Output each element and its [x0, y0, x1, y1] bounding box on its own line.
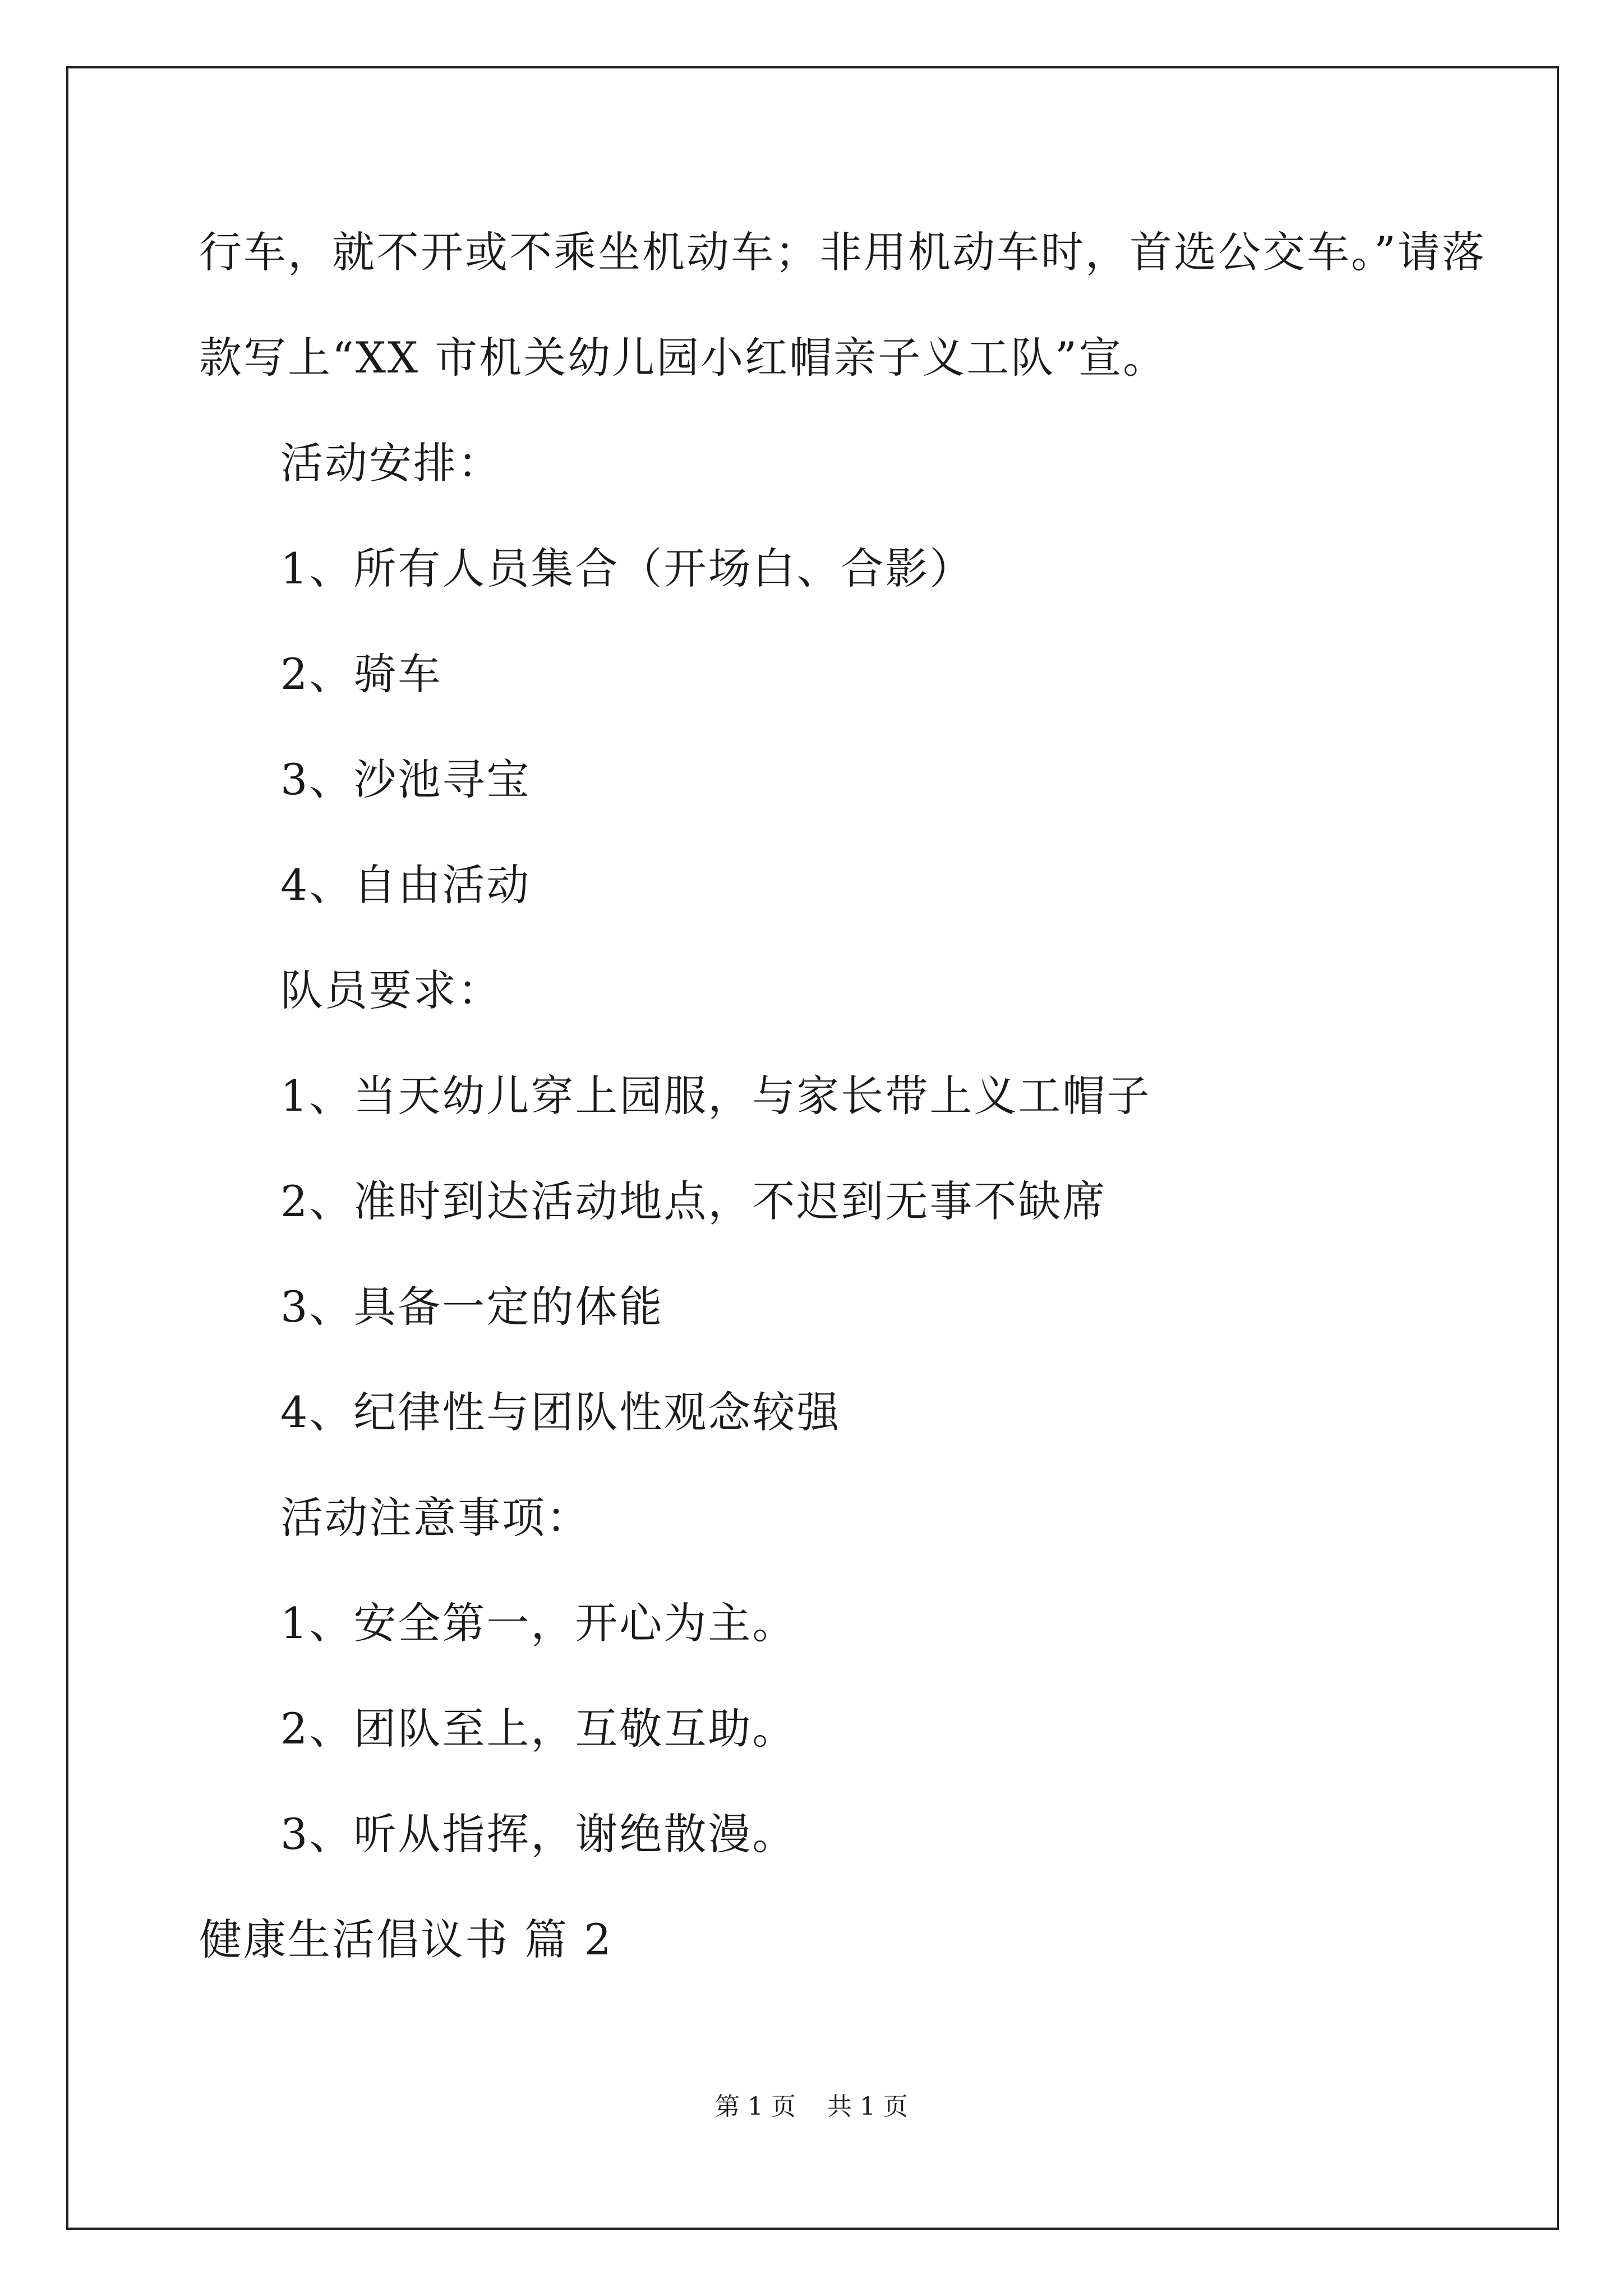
body-text-line: 行车，就不开或不乘坐机动车；非用机动车时，首选公交车。”请落 — [199, 227, 1486, 277]
body-text-line: 款写上“XX 市机关幼儿园小红帽亲子义工队”宣。 — [199, 333, 1168, 383]
list-item: 4、自由活动 — [280, 860, 531, 910]
list-item: 3、听从指挥，谢绝散漫。 — [280, 1809, 797, 1859]
list-item: 2、团队至上，互敬互助。 — [280, 1704, 797, 1754]
list-item: 1、所有人员集合（开场白、合影） — [280, 544, 974, 593]
list-item: 1、当天幼儿穿上园服，与家长带上义工帽子 — [280, 1071, 1151, 1121]
page-number-footer: 第 1 页 共 1 页 — [715, 2092, 908, 2121]
section-heading-precautions: 活动注意事项： — [280, 1493, 591, 1543]
page-border — [66, 66, 1559, 2230]
list-item: 2、准时到达活动地点，不迟到无事不缺席 — [280, 1176, 1107, 1226]
list-item: 1、安全第一，开心为主。 — [280, 1598, 797, 1648]
document-section-title: 健康生活倡议书 篇 2 — [199, 1915, 613, 1964]
list-item: 3、沙池寻宝 — [280, 754, 531, 804]
section-heading-member-requirements: 队员要求： — [280, 965, 502, 1015]
list-item: 4、纪律性与团队性观念较强 — [280, 1387, 841, 1437]
list-item: 2、骑车 — [280, 649, 442, 699]
list-item: 3、具备一定的体能 — [280, 1282, 664, 1332]
section-heading-activity-schedule: 活动安排： — [280, 438, 502, 488]
